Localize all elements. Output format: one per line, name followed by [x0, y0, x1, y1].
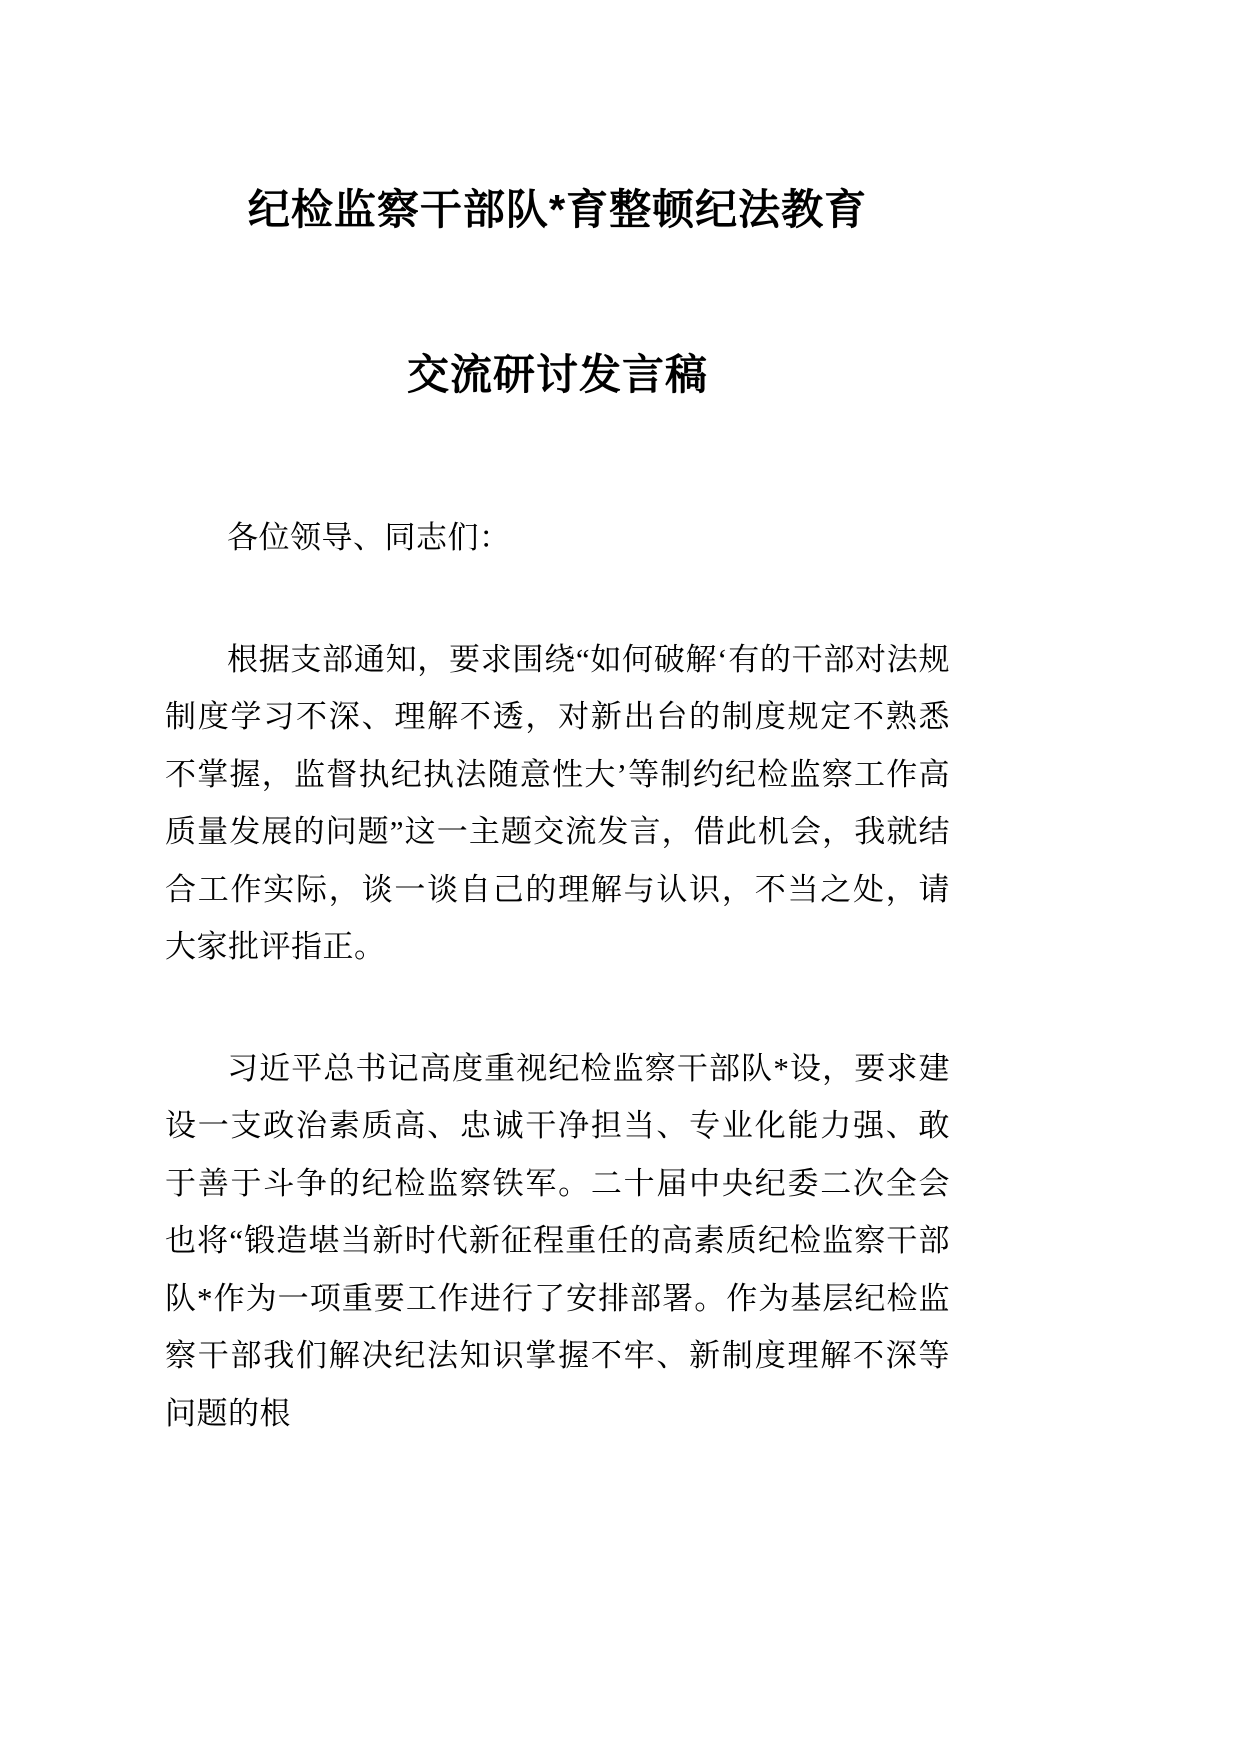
paragraph-2: 习近平总书记高度重视纪检监察干部队*设，要求建设一支政治素质高、忠诚干净担当、专业化能力强、敢于善于斗争的纪检监察铁军。二十届中央纪委二次全会也将“锻造堪当新时代新征程重任的高素质纪检监察干部队*作为一项重要工作进行了安排部署。作为基层纪检监察干部我们解决纪法知识掌握不牢、新制度理解不深等问题的根 [165, 1050, 950, 1431]
document-title-line2: 交流研讨发言稿 [406, 351, 708, 398]
salutation: 各位领导、同志们： [227, 520, 511, 555]
document-content [165, 0, 950, 1442]
paragraph-1: 根据支部通知，要求围绕“如何破解‘有的干部对法规制度学习不深、理解不透，对新出台的制度规定不熟悉不掌握，监督执纪执法随意性大’等制约纪检监察工作高质量发展的问题”这一主题交流发言，借此机会，我就结合工作实际，谈一谈自己的理解与认识，不当之处，请大家批评指正。 [165, 641, 950, 964]
document-title-line1: 纪检监察干部队*育整顿纪法教育 [247, 186, 868, 233]
